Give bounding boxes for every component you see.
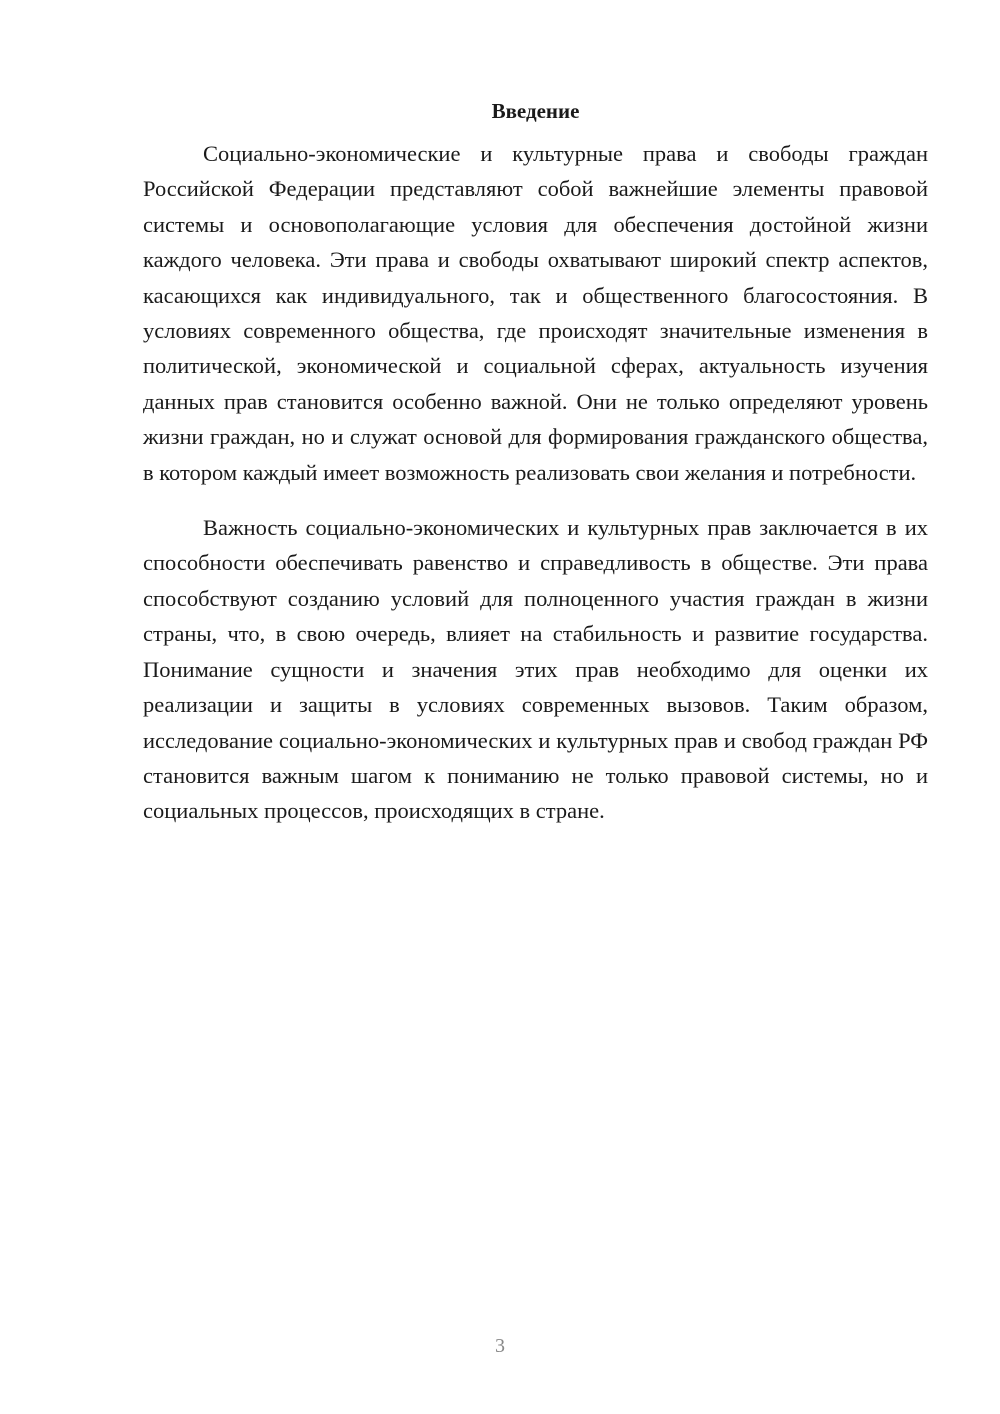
paragraph-2: Важность социально-экономических и культурных прав заключается в их способности обеспечивать равенство и справедливость в обществе. Эти права способствуют созданию условий для полноценного участия граждан в жизни страны, что, в свою очередь, влияет на стабильность и развитие государства. Понимание сущности и значения этих прав необходимо для оценки их реализации и защиты в условиях современных вызовов. Таким образом, исследование социально-экономических и культурных прав и свобод граждан РФ становится важным шагом к пониманию не только правовой системы, но и социальных процессов, происходящих в стране. — [143, 515, 928, 824]
page-number: 3 — [495, 1335, 505, 1357]
page-content — [143, 96, 928, 849]
paragraph-1: Социально-экономические и культурные права и свободы граждан Российской Федерации представляют собой важнейшие элементы правовой системы и основополагающие условия для обеспечения достойной жизни каждого человека. Эти права и свободы охватывают широкий спектр аспектов, касающихся как индивидуального, так и общественного благосостояния. В условиях современного общества, где происходят значительные изменения в политической, экономической и социальной сферах, актуальность изучения данных прав становится особенно важной. Они не только определяют уровень жизни граждан, но и служат основой для формирования гражданского общества, в котором каждый имеет возможность реализовать свои желания и потребности. — [143, 141, 928, 485]
section-heading: Введение — [491, 99, 580, 123]
